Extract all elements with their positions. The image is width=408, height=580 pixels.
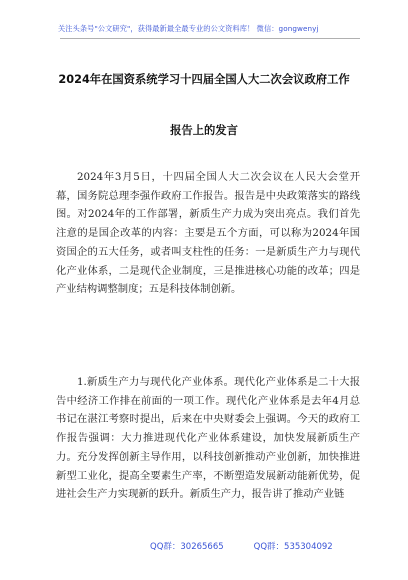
- body-paragraph: 2024年3月5日，十四届全国人大二次会议在人民大会堂开幕，国务院总理李强作政府工作报告。报告是中央政策落实的路线图。对2024年的工作部署，新质生产力成为突出亮点。我们首先注意的是国企改革的内容：主要是五个方面，可以称为2024年国资国企的五大任务，或者叫支柱性的任务：一是新质生产力与现代化产业体系，二是现代企业制度，三是推进核心功能的改革；四是产业结构调整制度；五是科技体制创新。: [56, 171, 360, 296]
- header-banner: 关注头条号"公文研究"，获得最新最全最专业的公文资料库！ 微信：gongwenyj: [58, 24, 319, 33]
- footer-contact: [150, 540, 333, 552]
- document-title-line-1: 2024年在国资系统学习十四届全国人大二次会议政府工作: [58, 73, 350, 86]
- footer-qq-group-1: QQ群：30265665: [150, 542, 224, 552]
- document-title-line-2: 报告上的发言: [170, 124, 238, 137]
- body-paragraph: 1.新质生产力与现代化产业体系。现代化产业体系是二十大报告中经济工作排在前面的一项工作。现代化产业体系是去年4月总书记在湛江考察时提出，后来在中央财委会上强调。今天的政府工作报告强调：大力推进现代化产业体系建设，加快发展新质生产力。充分发挥创新主导作用，以科技创新推动产业创新，加快推进新型工业化，提高全要素生产率，不断塑造发展新动能新优势，促进社会生产力实现新的跃升。新质生产力，报告讲了推动产业链: [56, 376, 360, 501]
- header-divider: [60, 38, 360, 39]
- footer-qq-group-2: QQ群：535304092: [253, 542, 333, 552]
